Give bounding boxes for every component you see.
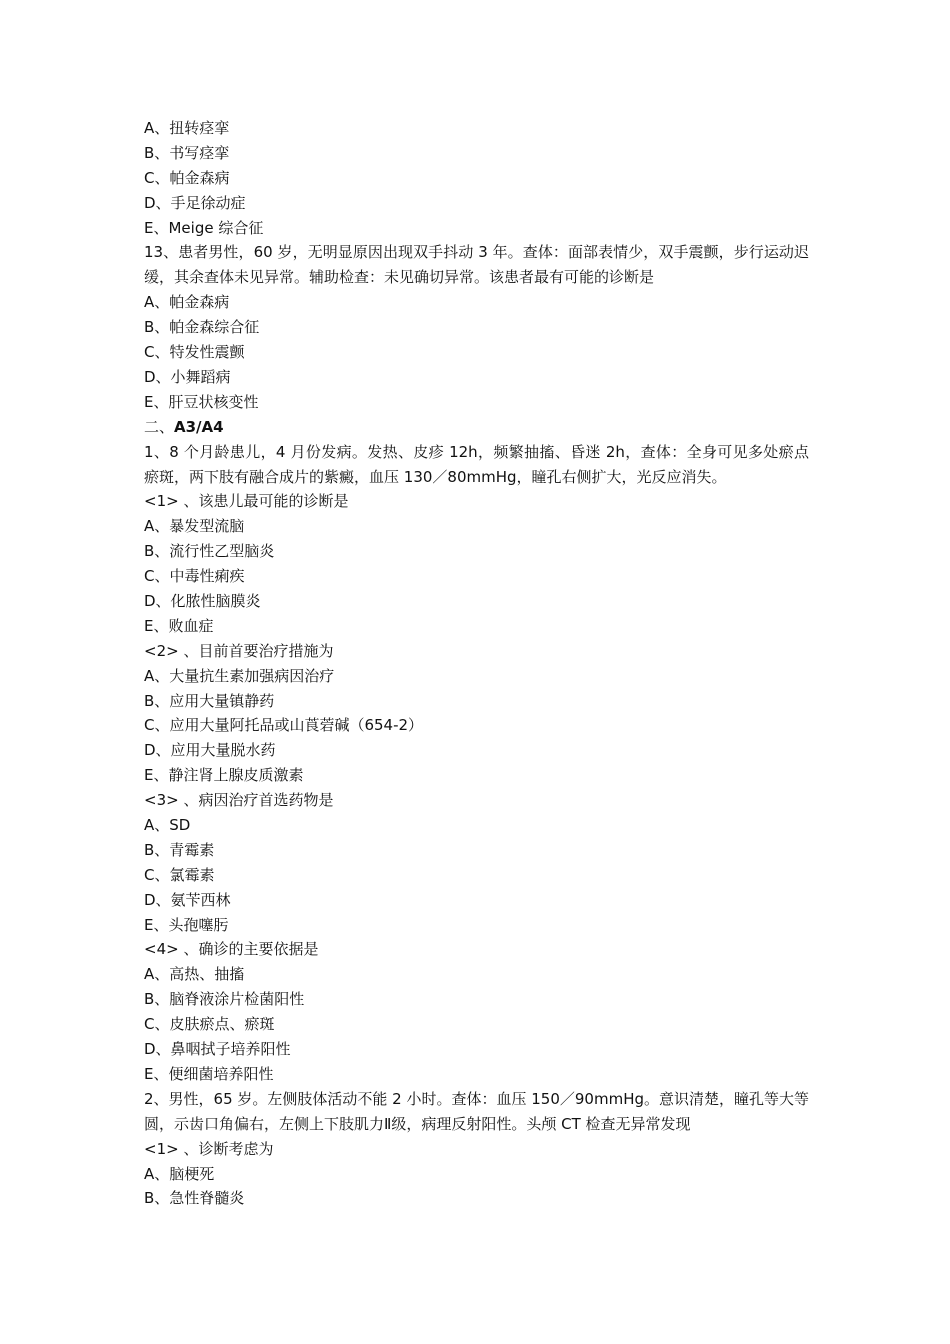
option-line: B、流行性乙型脑炎 bbox=[144, 542, 275, 561]
sub-question: <1> 、诊断考虑为 bbox=[144, 1139, 274, 1158]
option-line: A、暴发型流脑 bbox=[144, 517, 245, 536]
option-line: D、氨苄西林 bbox=[144, 890, 231, 909]
sub-question: <3> 、病因治疗首选药物是 bbox=[144, 791, 334, 810]
option-line: B、帕金森综合征 bbox=[144, 318, 260, 337]
document-body bbox=[144, 116, 809, 1211]
option-line: C、皮肤瘀点、瘀斑 bbox=[144, 1015, 275, 1034]
section-heading bbox=[144, 415, 809, 440]
option-line: D、应用大量脱水药 bbox=[144, 741, 276, 760]
option-line: A、扭转痉挛 bbox=[144, 119, 230, 137]
option-line: B、脑脊液涂片检菌阳性 bbox=[144, 990, 305, 1009]
option-line: C、应用大量阿托品或山莨菪碱（654-2） bbox=[144, 716, 424, 735]
question-stem: 1、8 个月龄患儿，4 月份发病。发热、皮疹 12h，频繁抽搐、昏迷 2h，查体：全身可见多处瘀点瘀斑，两下肢有融合成片的紫癜，血压 130／80mmHg，瞳孔右侧扩大，光反应消失。 bbox=[144, 442, 809, 486]
option-line: E、头孢噻肟 bbox=[144, 915, 229, 934]
option-line: C、特发性震颤 bbox=[144, 343, 245, 362]
option-line: A、大量抗生素加强病因治疗 bbox=[144, 666, 335, 685]
option-line: B、青霉素 bbox=[144, 840, 215, 859]
option-line: D、小舞蹈病 bbox=[144, 367, 231, 386]
option-line: D、鼻咽拭子培养阳性 bbox=[144, 1040, 291, 1059]
option-line: C、氯霉素 bbox=[144, 865, 215, 884]
option-line: A、高热、抽搐 bbox=[144, 965, 245, 984]
question-stem: 13、患者男性，60 岁，无明显原因出现双手抖动 3 年。查体：面部表情少，双手震颤，步行运动迟缓，其余查体未见异常。辅助检查：未见确切异常。该患者最有可能的诊断是 bbox=[144, 243, 809, 287]
option-line: B、急性脊髓炎 bbox=[144, 1189, 245, 1208]
option-line: E、肝豆状核变性 bbox=[144, 392, 259, 411]
option-line: D、化脓性脑膜炎 bbox=[144, 591, 261, 610]
option-line: A、SD bbox=[144, 816, 191, 834]
sub-question: <2> 、目前首要治疗措施为 bbox=[144, 641, 334, 660]
option-line: E、Meige 综合征 bbox=[144, 218, 264, 237]
option-line: D、手足徐动症 bbox=[144, 193, 246, 212]
question-stem: 2、男性，65 岁。左侧肢体活动不能 2 小时。查体：血压 150／90mmHg。意识清楚，瞳孔等大等圆，示齿口角偏右，左侧上下肢肌力Ⅱ级，病理反射阳性。头颅 CT 检查无异常发现 bbox=[144, 1089, 809, 1133]
option-line: B、应用大量镇静药 bbox=[144, 691, 275, 710]
option-line: E、败血症 bbox=[144, 616, 214, 635]
section-heading-title: A3/A4 bbox=[174, 417, 224, 436]
option-line: E、静注肾上腺皮质激素 bbox=[144, 766, 304, 785]
option-line: B、书写痉挛 bbox=[144, 143, 230, 162]
sub-question: <4> 、确诊的主要依据是 bbox=[144, 940, 319, 959]
option-line: A、帕金森病 bbox=[144, 293, 230, 312]
option-line: A、脑梗死 bbox=[144, 1164, 215, 1183]
option-line: C、中毒性痢疾 bbox=[144, 567, 245, 586]
option-line: C、帕金森病 bbox=[144, 168, 230, 187]
sub-question: <1> 、该患儿最可能的诊断是 bbox=[144, 492, 349, 511]
section-heading-prefix: 二、 bbox=[144, 417, 175, 436]
option-line: E、便细菌培养阳性 bbox=[144, 1064, 274, 1083]
